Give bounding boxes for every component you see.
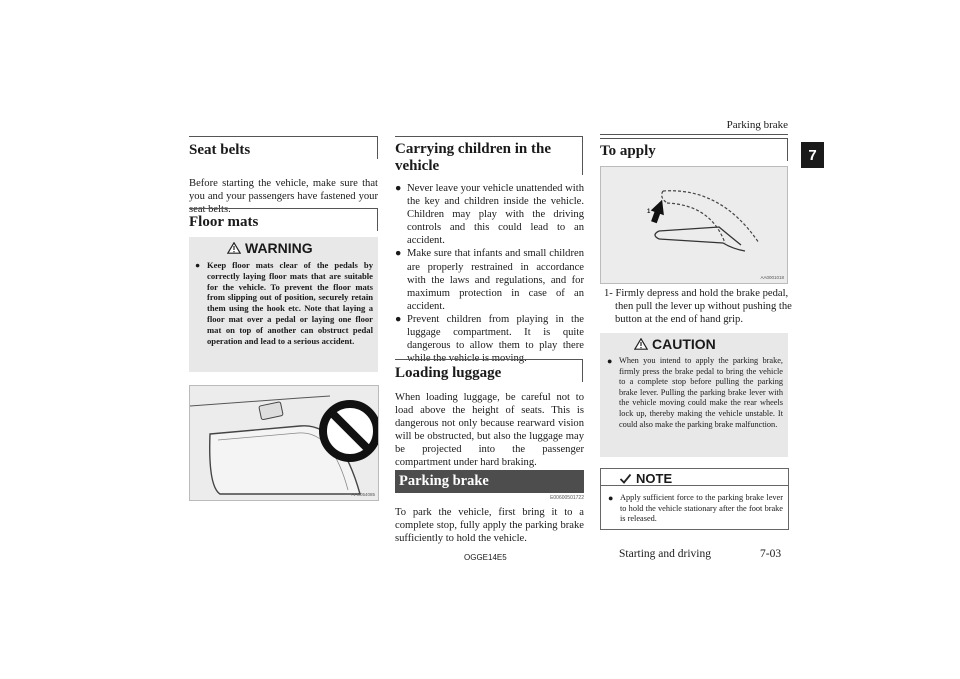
parking-brake-code: E00600501722 bbox=[550, 495, 584, 501]
floor-mats-heading bbox=[189, 208, 378, 231]
footer-section: Starting and driving bbox=[619, 548, 711, 560]
apply-step-text: 1- Firmly depress and hold the brake pedal, then pull the lever up without pushing the button at the end of hand grip. bbox=[604, 288, 792, 326]
apply-step bbox=[604, 287, 799, 326]
parking-brake-illustration bbox=[600, 166, 788, 284]
bullet-icon: ● bbox=[395, 183, 402, 194]
warning-header bbox=[227, 240, 378, 256]
seat-belts-title: Seat belts bbox=[189, 142, 251, 158]
note-label: NOTE bbox=[636, 471, 673, 486]
caution-box bbox=[600, 333, 788, 457]
warning-text: Keep floor mats clear of the pedals by correctly laying floor mats that are suitable for the vehicle. To prevent the floor mats from slipping out of position, securely retain them using the hook etc. Note that laying a floor mat over a pedal or laying one floor mat on top of another can obstruct pedal operation and lead to a serious accident. bbox=[207, 260, 373, 346]
caution-item bbox=[607, 356, 783, 430]
seat-belts-heading bbox=[189, 136, 378, 159]
parking-brake-text: To park the vehicle, first bring it to a complete stop, fully apply the parking brake sufficiently to hold the vehicle. bbox=[395, 507, 584, 545]
callout-number: 1 bbox=[647, 209, 651, 215]
children-bullet-text: Make sure that infants and small children are properly restrained in accordance with the laws and regulations, and for maximum protection in case of an accident. bbox=[407, 248, 584, 312]
children-bullet bbox=[395, 247, 584, 312]
apply-title: To apply bbox=[600, 143, 656, 159]
chapter-tab: 7 bbox=[801, 142, 824, 168]
caution-header bbox=[634, 336, 788, 352]
footer-page-number: 7-03 bbox=[760, 548, 782, 560]
note-box bbox=[600, 468, 789, 530]
parking-brake-image-code: AA0001018 bbox=[760, 275, 784, 280]
floor-mat-illustration bbox=[189, 385, 379, 501]
caution-label: CAUTION bbox=[652, 336, 716, 352]
note-text: Apply sufficient force to the parking brake lever to hold the vehicle stationary after the foot brake is released. bbox=[620, 493, 783, 524]
warning-label: WARNING bbox=[245, 240, 313, 256]
floor-mats-title: Floor mats bbox=[189, 214, 259, 230]
floor-mat-image-code: AA0054085 bbox=[351, 492, 375, 497]
children-bullet bbox=[395, 313, 584, 365]
header-rule bbox=[600, 134, 788, 135]
luggage-text: When loading luggage, be careful not to load above the height of seats. This is dangerous not only because rearward vision will be obstructed, but also the luggage may be projected into the passenger compartment under hard braking. bbox=[395, 392, 584, 469]
bullet-icon: ● bbox=[395, 313, 402, 325]
parking-brake-banner-title: Parking brake bbox=[399, 473, 489, 489]
bullet-icon: ● bbox=[608, 493, 614, 503]
parking-brake-lever-drawing bbox=[601, 167, 787, 283]
children-list bbox=[395, 182, 584, 365]
running-title: Parking brake bbox=[726, 119, 788, 131]
note-rule bbox=[601, 485, 788, 486]
note-header bbox=[619, 471, 788, 486]
children-heading bbox=[395, 136, 583, 175]
bullet-icon: ● bbox=[395, 248, 402, 260]
caution-triangle-icon bbox=[634, 338, 648, 350]
warning-triangle-icon bbox=[227, 242, 241, 254]
children-bullet-text: Prevent children from playing in the luggage compartment. It is quite dangerous to allow them to play there while the vehicle is moving. bbox=[407, 313, 584, 365]
bullet-icon: ● bbox=[195, 260, 201, 270]
parking-brake-banner bbox=[395, 470, 584, 493]
warning-box bbox=[189, 237, 378, 372]
warning-item bbox=[195, 260, 373, 346]
children-bullet-text: Never leave your vehicle unattended with the key and children inside the vehicle. Children may play with the driving controls and this could lead to an accident. bbox=[407, 183, 584, 247]
footer-doc-code: OGGE14E5 bbox=[464, 553, 507, 562]
apply-heading bbox=[600, 138, 788, 161]
luggage-heading bbox=[395, 359, 583, 382]
floor-mat-drawing bbox=[190, 386, 378, 500]
children-bullet bbox=[395, 182, 584, 247]
caution-text: When you intend to apply the parking brake, firmly press the brake pedal to bring the vehicle to a complete stop before pulling the parking brake lever. Pulling the parking brake lever with the vehicle moving could make the rear wheels lock up, thereby making the vehicle unstable. It could also make the parking brake malfunction. bbox=[619, 356, 783, 429]
note-item bbox=[608, 493, 783, 525]
luggage-title: Loading luggage bbox=[395, 365, 502, 381]
children-title: Carrying children in the vehicle bbox=[395, 141, 551, 174]
note-check-icon bbox=[619, 473, 632, 484]
bullet-icon: ● bbox=[607, 356, 613, 366]
seat-belts-text: Before starting the vehicle, make sure that you and your passengers have fastened your seat belts. bbox=[189, 178, 378, 216]
